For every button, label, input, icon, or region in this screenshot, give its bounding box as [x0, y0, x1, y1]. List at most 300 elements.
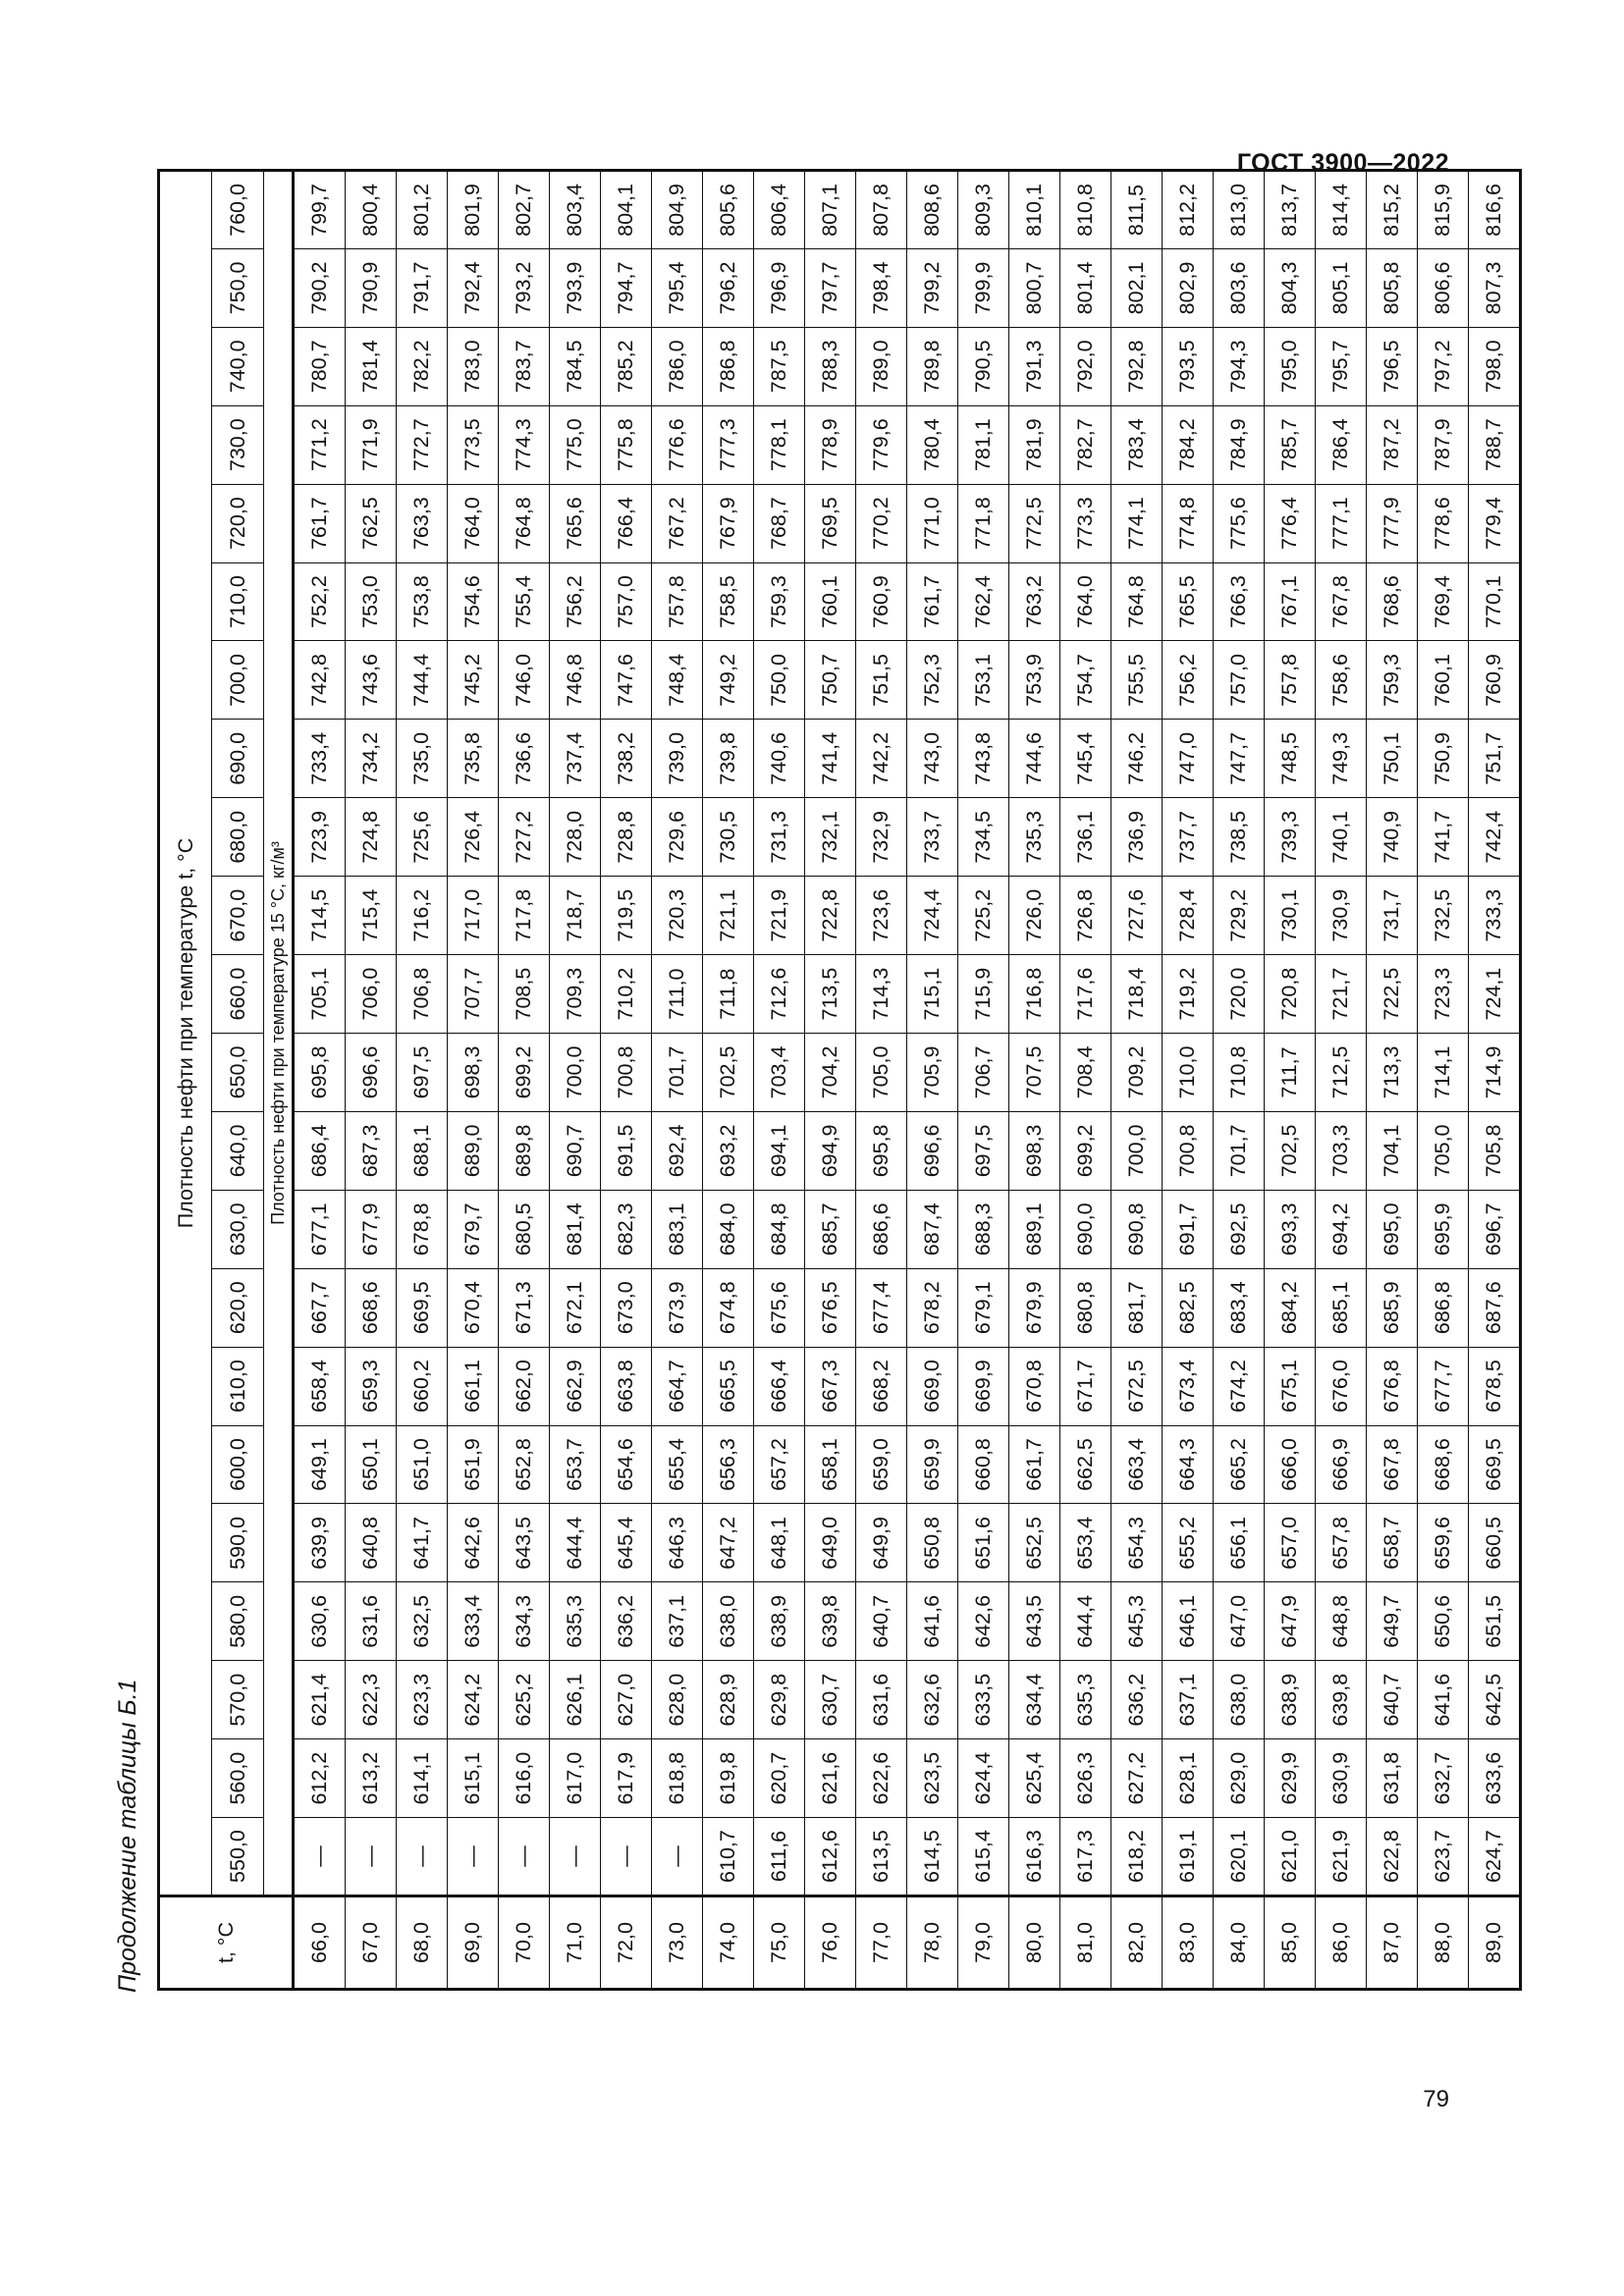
density-cell: 799,7 — [294, 171, 346, 249]
density-cell: 676,5 — [805, 1268, 856, 1347]
density-cell: 719,5 — [601, 877, 652, 955]
density-cell: 726,4 — [448, 798, 499, 877]
density-cell: 793,2 — [499, 248, 550, 327]
density-cell: 776,4 — [1265, 484, 1316, 562]
density-cell: 732,1 — [805, 798, 856, 877]
page-number: 79 — [1423, 2086, 1449, 2112]
density-cell: 780,4 — [907, 405, 958, 484]
density-cell: 627,2 — [1111, 1739, 1163, 1818]
density-cell: 695,8 — [294, 1034, 346, 1112]
density-cell: 664,7 — [652, 1347, 703, 1425]
row-temperature: 89,0 — [1469, 1896, 1521, 1990]
table-row — [1009, 171, 1060, 1990]
density-cell: 731,7 — [1367, 877, 1418, 955]
table-row — [856, 171, 907, 1990]
density-cell: 623,5 — [907, 1739, 958, 1818]
density-cell: 747,6 — [601, 641, 652, 720]
table-row — [1265, 171, 1316, 1990]
density-cell: 744,6 — [1009, 720, 1060, 798]
document-code: ГОСТ 3900—2022 — [1236, 149, 1449, 177]
density-cell: 806,6 — [1418, 248, 1469, 327]
density-cell: 647,2 — [703, 1504, 754, 1582]
density-cell: 740,6 — [754, 720, 805, 798]
density-cell: 704,2 — [805, 1034, 856, 1112]
table-row — [294, 171, 346, 1990]
density-cell: 718,4 — [1111, 955, 1163, 1034]
density-cell: 665,5 — [703, 1347, 754, 1425]
density-cell: 644,4 — [550, 1504, 601, 1582]
density-cell: 779,4 — [1469, 484, 1521, 562]
density-cell: 714,3 — [856, 955, 907, 1034]
density-cell: 685,9 — [1367, 1268, 1418, 1347]
density-cell: 651,9 — [448, 1425, 499, 1504]
density-cell: 695,8 — [856, 1111, 907, 1190]
density-cell: 741,4 — [805, 720, 856, 798]
density-cell: 700,8 — [1163, 1111, 1214, 1190]
density-cell: 747,7 — [1214, 720, 1265, 798]
density-cell: 725,2 — [958, 877, 1009, 955]
density-cell: 709,3 — [550, 955, 601, 1034]
density-cell: 711,7 — [1265, 1034, 1316, 1112]
density-cell: 701,7 — [652, 1034, 703, 1112]
density-cell: 715,4 — [346, 877, 397, 955]
density-cell: 753,8 — [397, 562, 448, 641]
density-cell: 779,6 — [856, 405, 907, 484]
density-cell: 617,3 — [1060, 1818, 1111, 1896]
density-cell: 767,1 — [1265, 562, 1316, 641]
density-cell: 628,9 — [703, 1661, 754, 1739]
density-cell: 628,0 — [652, 1661, 703, 1739]
density-cell: 705,0 — [856, 1034, 907, 1112]
table-row — [1367, 171, 1418, 1990]
density-cell: 656,3 — [703, 1425, 754, 1504]
density-cell: 666,9 — [1316, 1425, 1367, 1504]
density-cell: 774,1 — [1111, 484, 1163, 562]
density-cell: 750,7 — [805, 641, 856, 720]
table-row — [652, 171, 703, 1990]
column-header: 580,0 — [212, 1582, 264, 1661]
density-cell: 815,2 — [1367, 171, 1418, 249]
table-row — [448, 171, 499, 1990]
density-cell: 628,1 — [1163, 1739, 1214, 1818]
density-cell: 649,1 — [294, 1425, 346, 1504]
row-temperature: 68,0 — [397, 1896, 448, 1990]
density-cell: 743,8 — [958, 720, 1009, 798]
density-cell: 679,9 — [1009, 1268, 1060, 1347]
density-cell: 707,5 — [1009, 1034, 1060, 1112]
density-cell: 616,3 — [1009, 1818, 1060, 1896]
density-cell: 749,2 — [703, 641, 754, 720]
density-cell: 795,4 — [652, 248, 703, 327]
column-header: 590,0 — [212, 1504, 264, 1582]
density-cell: 663,8 — [601, 1347, 652, 1425]
density-cell: 770,1 — [1469, 562, 1521, 641]
density-cell: 722,5 — [1367, 955, 1418, 1034]
density-cell: 658,1 — [805, 1425, 856, 1504]
density-cell: 773,3 — [1060, 484, 1111, 562]
density-cell: 641,6 — [907, 1582, 958, 1661]
density-cell: 721,9 — [754, 877, 805, 955]
density-cell: 683,4 — [1214, 1268, 1265, 1347]
density-cell: 764,0 — [448, 484, 499, 562]
density-cell: 706,0 — [346, 955, 397, 1034]
density-cell: 699,2 — [499, 1034, 550, 1112]
density-cell: 790,2 — [294, 248, 346, 327]
density-cell: 678,2 — [907, 1268, 958, 1347]
density-cell: 732,5 — [1418, 877, 1469, 955]
row-temperature: 71,0 — [550, 1896, 601, 1990]
density-cell: 767,2 — [652, 484, 703, 562]
density-cell: 641,7 — [397, 1504, 448, 1582]
density-cell: 692,4 — [652, 1111, 703, 1190]
density-cell: 702,5 — [703, 1034, 754, 1112]
density-cell: 673,0 — [601, 1268, 652, 1347]
density-cell: 724,1 — [1469, 955, 1521, 1034]
density-cell: 767,9 — [703, 484, 754, 562]
sub-header — [264, 171, 294, 1896]
density-cell: 777,1 — [1316, 484, 1367, 562]
density-cell: 776,6 — [652, 405, 703, 484]
density-cell: 790,9 — [346, 248, 397, 327]
density-cell: 741,7 — [1418, 798, 1469, 877]
density-cell: 660,8 — [958, 1425, 1009, 1504]
density-cell: 632,6 — [907, 1661, 958, 1739]
density-cell: 789,8 — [907, 327, 958, 405]
density-cell: 763,2 — [1009, 562, 1060, 641]
density-cell: 722,8 — [805, 877, 856, 955]
density-cell: 700,8 — [601, 1034, 652, 1112]
density-cell: 643,5 — [1009, 1582, 1060, 1661]
density-cell: 777,3 — [703, 405, 754, 484]
density-cell: 636,2 — [1111, 1661, 1163, 1739]
density-cell: 649,7 — [1367, 1582, 1418, 1661]
density-cell: 625,2 — [499, 1661, 550, 1739]
column-header: 690,0 — [212, 720, 264, 798]
density-cell: 800,7 — [1009, 248, 1060, 327]
density-cell: 693,2 — [703, 1111, 754, 1190]
table-row — [550, 171, 601, 1990]
density-cell: 661,7 — [1009, 1425, 1060, 1504]
density-cell: 705,1 — [294, 955, 346, 1034]
density-cell: 626,3 — [1060, 1739, 1111, 1818]
density-cell: 770,2 — [856, 484, 907, 562]
density-cell: 775,6 — [1214, 484, 1265, 562]
density-cell: 789,0 — [856, 327, 907, 405]
density-cell: 693,3 — [1265, 1190, 1316, 1268]
density-cell: 642,6 — [958, 1582, 1009, 1661]
row-temperature: 81,0 — [1060, 1896, 1111, 1990]
density-cell: 755,4 — [499, 562, 550, 641]
density-cell: 727,6 — [1111, 877, 1163, 955]
density-cell: 681,4 — [550, 1190, 601, 1268]
density-cell: 680,5 — [499, 1190, 550, 1268]
density-cell: 654,6 — [601, 1425, 652, 1504]
density-cell: 633,6 — [1469, 1739, 1521, 1818]
density-cell: 775,8 — [601, 405, 652, 484]
t-header: t, °C — [159, 1896, 294, 1990]
density-cell: 711,8 — [703, 955, 754, 1034]
density-cell: 624,7 — [1469, 1818, 1521, 1896]
density-cell: 669,5 — [1469, 1425, 1521, 1504]
density-cell: 676,0 — [1316, 1347, 1367, 1425]
density-cell: 657,0 — [1265, 1504, 1316, 1582]
density-cell: 783,7 — [499, 327, 550, 405]
density-cell: 802,7 — [499, 171, 550, 249]
density-cell: 621,6 — [805, 1739, 856, 1818]
density-cell: 783,0 — [448, 327, 499, 405]
density-cell: 781,4 — [346, 327, 397, 405]
density-cell: 753,1 — [958, 641, 1009, 720]
density-cell: 802,9 — [1163, 248, 1214, 327]
density-cell: 783,4 — [1111, 405, 1163, 484]
density-cell: 653,7 — [550, 1425, 601, 1504]
density-cell: 611,6 — [754, 1818, 805, 1896]
density-cell: 713,5 — [805, 955, 856, 1034]
column-header: 600,0 — [212, 1425, 264, 1504]
density-cell: 631,6 — [856, 1661, 907, 1739]
density-cell: 744,4 — [397, 641, 448, 720]
density-cell: 648,1 — [754, 1504, 805, 1582]
density-cell: 614,5 — [907, 1818, 958, 1896]
density-cell: 673,9 — [652, 1268, 703, 1347]
density-cell: 753,0 — [346, 562, 397, 641]
density-cell: 724,4 — [907, 877, 958, 955]
density-cell: 679,1 — [958, 1268, 1009, 1347]
density-cell: 674,2 — [1214, 1347, 1265, 1425]
density-cell: 688,1 — [397, 1111, 448, 1190]
density-cell: 815,9 — [1418, 171, 1469, 249]
density-cell: 686,8 — [1418, 1268, 1469, 1347]
density-cell: 812,2 — [1163, 171, 1214, 249]
density-cell: — — [397, 1818, 448, 1896]
density-cell: 798,4 — [856, 248, 907, 327]
density-cell: 765,5 — [1163, 562, 1214, 641]
density-cell: 792,0 — [1060, 327, 1111, 405]
density-cell: 678,5 — [1469, 1347, 1521, 1425]
density-cell: 796,5 — [1367, 327, 1418, 405]
density-cell: 704,1 — [1367, 1111, 1418, 1190]
column-header: 760,0 — [212, 171, 264, 249]
density-cell: 762,4 — [958, 562, 1009, 641]
density-cell: 629,8 — [754, 1661, 805, 1739]
density-cell: 735,0 — [397, 720, 448, 798]
density-cell: 774,3 — [499, 405, 550, 484]
density-cell: 794,7 — [601, 248, 652, 327]
density-cell: 700,0 — [550, 1034, 601, 1112]
density-cell: 759,3 — [754, 562, 805, 641]
density-cell: 712,5 — [1316, 1034, 1367, 1112]
density-cell: 749,3 — [1316, 720, 1367, 798]
density-cell: 638,0 — [1214, 1661, 1265, 1739]
density-cell: 671,3 — [499, 1268, 550, 1347]
density-cell: 805,1 — [1316, 248, 1367, 327]
density-cell: 751,7 — [1469, 720, 1521, 798]
density-cell: 775,0 — [550, 405, 601, 484]
density-cell: 772,5 — [1009, 484, 1060, 562]
density-cell: — — [448, 1818, 499, 1896]
density-cell: 810,1 — [1009, 171, 1060, 249]
density-cell: 784,2 — [1163, 405, 1214, 484]
row-temperature: 73,0 — [652, 1896, 703, 1990]
density-cell: 633,4 — [448, 1582, 499, 1661]
density-cell: 662,0 — [499, 1347, 550, 1425]
density-cell: 724,8 — [346, 798, 397, 877]
density-cell: 743,0 — [907, 720, 958, 798]
density-cell: 699,2 — [1060, 1111, 1111, 1190]
density-cell: 711,0 — [652, 955, 703, 1034]
column-header: 610,0 — [212, 1347, 264, 1425]
density-cell: 687,3 — [346, 1111, 397, 1190]
row-temperature: 79,0 — [958, 1896, 1009, 1990]
density-cell: 649,9 — [856, 1504, 907, 1582]
density-cell: 763,3 — [397, 484, 448, 562]
density-cell: 771,2 — [294, 405, 346, 484]
density-cell: 801,9 — [448, 171, 499, 249]
density-cell: 723,6 — [856, 877, 907, 955]
density-cell: 728,0 — [550, 798, 601, 877]
density-cell: 660,5 — [1469, 1504, 1521, 1582]
density-cell: 737,7 — [1163, 798, 1214, 877]
density-cell: 730,1 — [1265, 877, 1316, 955]
density-cell: 647,0 — [1214, 1582, 1265, 1661]
column-header: 630,0 — [212, 1190, 264, 1268]
density-cell: 767,8 — [1316, 562, 1367, 641]
density-cell: 698,3 — [1009, 1111, 1060, 1190]
density-cell: 677,7 — [1418, 1347, 1469, 1425]
density-cell: 728,4 — [1163, 877, 1214, 955]
table-row — [1111, 171, 1163, 1990]
density-cell: 793,9 — [550, 248, 601, 327]
density-cell: 786,0 — [652, 327, 703, 405]
density-cell: 720,0 — [1214, 955, 1265, 1034]
density-cell: 667,3 — [805, 1347, 856, 1425]
density-cell: 677,1 — [294, 1190, 346, 1268]
density-cell: 766,4 — [601, 484, 652, 562]
table-row — [1469, 171, 1521, 1990]
density-cell: 733,7 — [907, 798, 958, 877]
density-cell: 738,2 — [601, 720, 652, 798]
density-cell: 637,1 — [652, 1582, 703, 1661]
density-cell: 618,8 — [652, 1739, 703, 1818]
density-cell: 670,8 — [1009, 1347, 1060, 1425]
column-header: 660,0 — [212, 955, 264, 1034]
density-cell: 629,0 — [1214, 1739, 1265, 1818]
row-temperature: 72,0 — [601, 1896, 652, 1990]
density-cell: 630,6 — [294, 1582, 346, 1661]
density-cell: 751,5 — [856, 641, 907, 720]
density-cell: 705,0 — [1418, 1111, 1469, 1190]
density-cell: 642,6 — [448, 1504, 499, 1582]
density-cell: 639,8 — [1316, 1661, 1367, 1739]
density-cell: 803,6 — [1214, 248, 1265, 327]
density-cell: 730,9 — [1316, 877, 1367, 955]
density-cell: 653,4 — [1060, 1504, 1111, 1582]
density-cell: 771,9 — [346, 405, 397, 484]
density-cell: 752,3 — [907, 641, 958, 720]
density-cell: 650,6 — [1418, 1582, 1469, 1661]
column-header: 750,0 — [212, 248, 264, 327]
density-cell: 646,3 — [652, 1504, 703, 1582]
density-cell: 663,4 — [1111, 1425, 1163, 1504]
density-cell: 686,4 — [294, 1111, 346, 1190]
density-cell: 623,3 — [397, 1661, 448, 1739]
density-cell: 739,3 — [1265, 798, 1316, 877]
density-cell: 613,5 — [856, 1818, 907, 1896]
density-cell: 757,8 — [652, 562, 703, 641]
table-row — [754, 171, 805, 1990]
rotated-table-block — [108, 147, 1505, 1993]
density-cell: 670,4 — [448, 1268, 499, 1347]
density-cell: 752,2 — [294, 562, 346, 641]
density-cell: 646,1 — [1163, 1582, 1214, 1661]
density-cell: 717,6 — [1060, 955, 1111, 1034]
density-cell: 685,1 — [1316, 1268, 1367, 1347]
density-cell: 740,1 — [1316, 798, 1367, 877]
density-cell: 640,7 — [856, 1582, 907, 1661]
table-row — [1214, 171, 1265, 1990]
density-cell: 813,7 — [1265, 171, 1316, 249]
density-cell: 746,0 — [499, 641, 550, 720]
density-cell: 795,0 — [1265, 327, 1316, 405]
row-temperature: 84,0 — [1214, 1896, 1265, 1990]
density-cell: 801,2 — [397, 171, 448, 249]
density-cell: 735,3 — [1009, 798, 1060, 877]
table-row — [1316, 171, 1367, 1990]
density-cell: 657,8 — [1316, 1504, 1367, 1582]
density-cell: 726,8 — [1060, 877, 1111, 955]
density-cell: 703,3 — [1316, 1111, 1367, 1190]
density-cell: 682,5 — [1163, 1268, 1214, 1347]
density-cell: 725,6 — [397, 798, 448, 877]
density-cell: 784,5 — [550, 327, 601, 405]
table-body — [294, 171, 1521, 1990]
density-cell: 660,2 — [397, 1347, 448, 1425]
density-cell: 658,7 — [1367, 1504, 1418, 1582]
column-header: 550,0 — [212, 1818, 264, 1896]
density-cell: 649,0 — [805, 1504, 856, 1582]
density-cell: 785,7 — [1265, 405, 1316, 484]
density-cell: 729,2 — [1214, 877, 1265, 955]
density-cell: 690,7 — [550, 1111, 601, 1190]
density-cell: 733,3 — [1469, 877, 1521, 955]
row-temperature: 66,0 — [294, 1896, 346, 1990]
density-cell: 707,7 — [448, 955, 499, 1034]
density-cell: 714,1 — [1418, 1034, 1469, 1112]
density-cell: 721,7 — [1316, 955, 1367, 1034]
column-header: 650,0 — [212, 1034, 264, 1112]
density-cell: 612,2 — [294, 1739, 346, 1818]
density-cell: 708,4 — [1060, 1034, 1111, 1112]
row-temperature: 69,0 — [448, 1896, 499, 1990]
density-cell: 684,0 — [703, 1190, 754, 1268]
density-cell: 738,5 — [1214, 798, 1265, 877]
table-row — [907, 171, 958, 1990]
density-cell: 632,5 — [397, 1582, 448, 1661]
density-cell: 622,8 — [1367, 1818, 1418, 1896]
density-cell: 721,1 — [703, 877, 754, 955]
density-cell: 626,1 — [550, 1661, 601, 1739]
density-cell: 755,5 — [1111, 641, 1163, 720]
density-cell: 689,0 — [448, 1111, 499, 1190]
density-cell: 695,0 — [1367, 1190, 1418, 1268]
row-temperature: 76,0 — [805, 1896, 856, 1990]
density-cell: 666,4 — [754, 1347, 805, 1425]
density-cell: 792,4 — [448, 248, 499, 327]
density-cell: 675,1 — [1265, 1347, 1316, 1425]
column-header: 560,0 — [212, 1739, 264, 1818]
density-cell: 645,3 — [1111, 1582, 1163, 1661]
density-cell: 764,8 — [1111, 562, 1163, 641]
